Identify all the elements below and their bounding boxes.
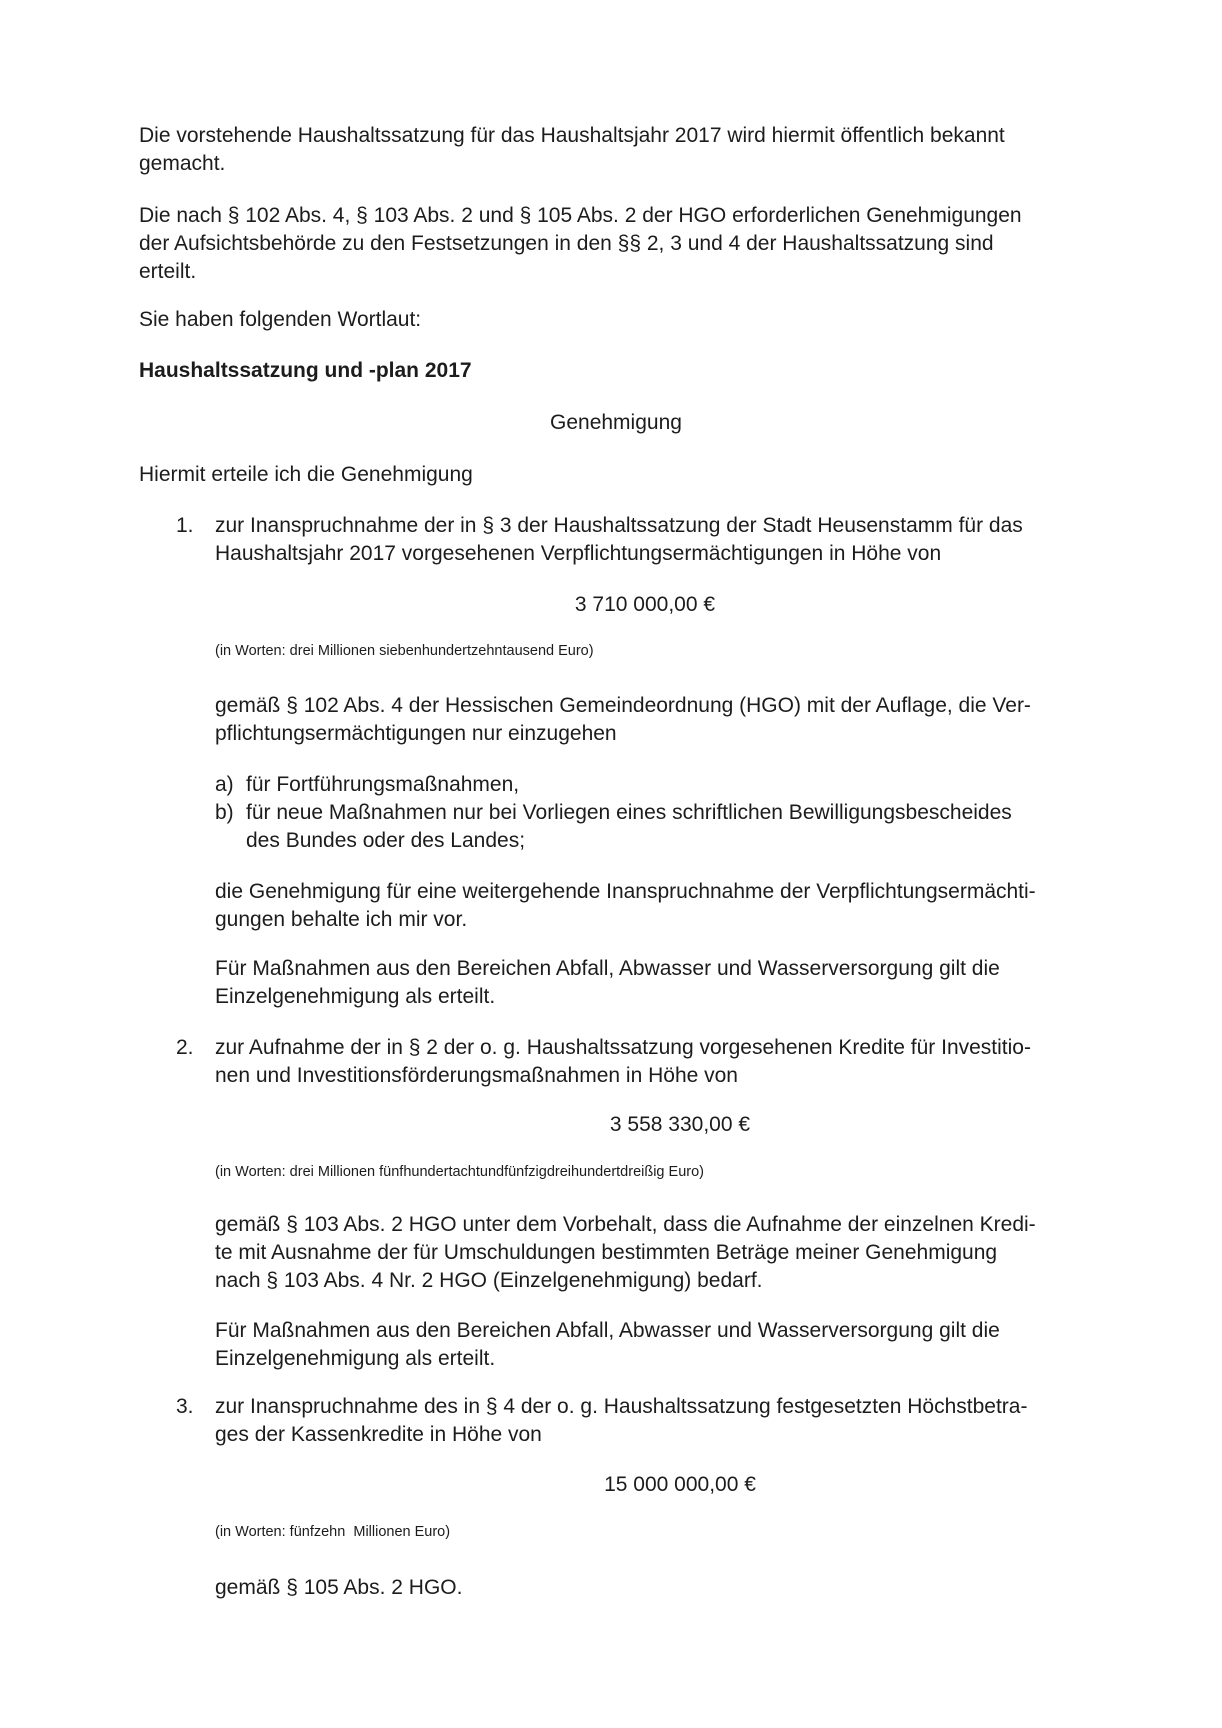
text-line: ges der Kassenkredite in Höhe von [215,1423,542,1446]
item-2-amount-words: (in Worten: drei Millionen fünfhundertachtundfünfzigdreihundertdreißig Euro) [215,1164,704,1180]
lead-sentence: Hiermit erteile ich die Genehmigung [139,463,473,486]
text-line: Für Maßnahmen aus den Bereichen Abfall, Abwasser und Wasserversorgung gilt die [215,957,1000,980]
item-3-legal-basis [215,1574,1105,1602]
item-number: 2. [176,1036,194,1059]
text-line: zur Inanspruchnahme des in § 4 der o. g. Haushaltssatzung festgesetzten Höchstbetra- [215,1395,1028,1418]
text-line: zur Inanspruchnahme der in § 3 der Haushaltssatzung der Stadt Heusenstamm für das [215,514,1023,537]
intro-paragraph-2 [139,202,1105,286]
item-1-text [215,512,1105,568]
item-1-note [215,955,1105,1011]
sub-item-b [246,799,1105,855]
intro-paragraph-1 [139,122,1105,178]
text-line: gemäß § 103 Abs. 2 HGO unter dem Vorbehalt, dass die Aufnahme der einzelnen Kredi- [215,1213,1036,1236]
sub-item-a [246,771,1105,799]
text-line: te mit Ausnahme der für Umschuldungen bestimmten Beträge meiner Genehmigung [215,1241,998,1264]
text-line: Einzelgenehmigung als erteilt. [215,985,496,1008]
item-number: 1. [176,514,194,537]
item-3-text [215,1393,1105,1449]
text-line: für Fortführungsmaßnahmen, [246,773,520,796]
text-line: erteilt. [139,260,197,283]
item-3-amount: 15 000 000,00 € [604,1473,756,1496]
text-line: nach § 103 Abs. 4 Nr. 2 HGO (Einzelgenehmigung) bedarf. [215,1269,763,1292]
item-1-reservation [215,878,1105,934]
item-2-amount: 3 558 330,00 € [609,1113,751,1136]
text-line: Haushaltsjahr 2017 vorgesehenen Verpflichtungsermächtigungen in Höhe von [215,542,942,565]
item-1-amount-words: (in Worten: drei Millionen siebenhundertzehntausend Euro) [215,643,594,659]
text-line: gemäß § 102 Abs. 4 der Hessischen Gemeindeordnung (HGO) mit der Auflage, die Ver- [215,694,1031,717]
item-2-legal-basis [215,1211,1105,1295]
text-line: gemacht. [139,152,226,175]
sub-item-letter: a) [215,773,234,796]
text-line: Die nach § 102 Abs. 4, § 103 Abs. 2 und § 105 Abs. 2 der HGO erforderlichen Genehmigungen [139,204,1022,227]
text-line: pflichtungsermächtigungen nur einzugehen [215,722,617,745]
text-line: Sie haben folgenden Wortlaut: [139,308,422,331]
text-line: die Genehmigung für eine weitergehende Inanspruchnahme der Verpflichtungsermächti- [215,880,1036,903]
item-2-text [215,1034,1105,1090]
item-1-amount: 3 710 000,00 € [574,593,716,616]
item-2-note [215,1317,1105,1373]
intro-paragraph-3 [139,306,1105,334]
text-line: der Aufsichtsbehörde zu den Festsetzungen in den §§ 2, 3 und 4 der Haushaltssatzung sind [139,232,994,255]
text-line: gungen behalte ich mir vor. [215,908,468,931]
text-line: nen und Investitionsförderungsmaßnahmen in Höhe von [215,1064,738,1087]
text-line: zur Aufnahme der in § 2 der o. g. Haushaltssatzung vorgesehenen Kredite für Investitio- [215,1036,1031,1059]
text-line: Einzelgenehmigung als erteilt. [215,1347,496,1370]
text-line: für neue Maßnahmen nur bei Vorliegen eines schriftlichen Bewilligungsbescheides [246,801,1012,824]
item-3-amount-words: (in Worten: fünfzehn Millionen Euro) [215,1524,451,1540]
section-subheading: Genehmigung [550,411,682,434]
text-line: Die vorstehende Haushaltssatzung für das Haushaltsjahr 2017 wird hiermit öffentlich bekannt [139,124,1005,147]
text-line: Für Maßnahmen aus den Bereichen Abfall, Abwasser und Wasserversorgung gilt die [215,1319,1000,1342]
sub-item-letter: b) [215,801,234,824]
text-line: des Bundes oder des Landes; [246,829,526,852]
document-heading: Haushaltssatzung und -plan 2017 [139,359,472,382]
item-1-legal-basis [215,692,1105,748]
text-line: gemäß § 105 Abs. 2 HGO. [215,1576,463,1599]
item-number: 3. [176,1395,194,1418]
